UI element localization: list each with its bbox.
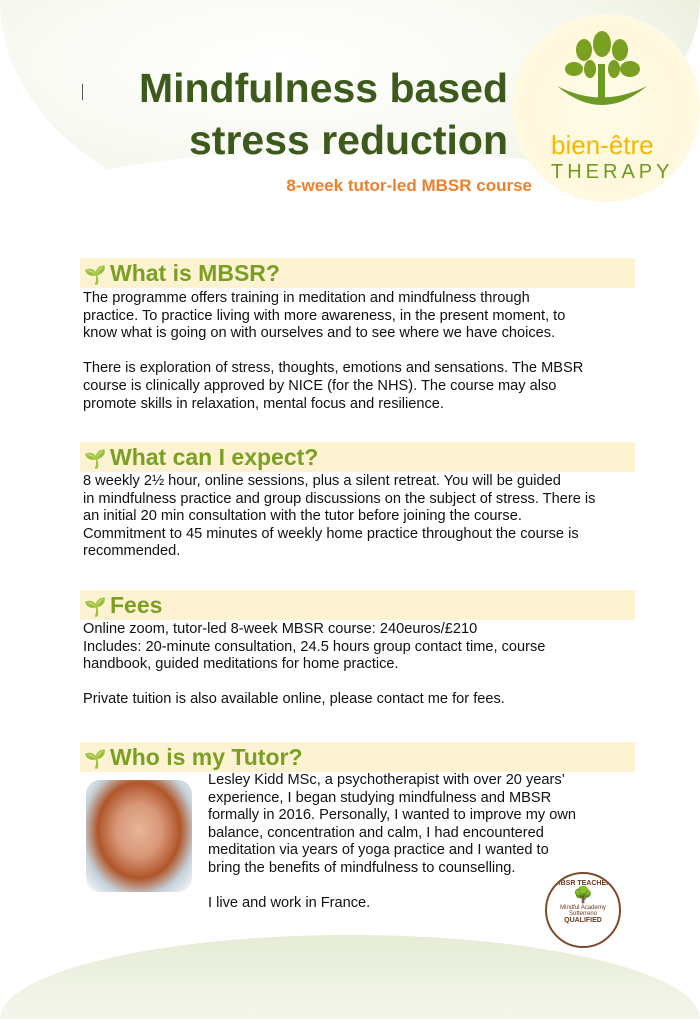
section-body [83, 473, 595, 561]
body-line: meditation via years of yoga practice and I wanted to [208, 842, 549, 859]
body-line: promote skills in relaxation, mental focus and resilience. [83, 395, 444, 412]
tree-sprout-icon: 🌱 [84, 749, 107, 769]
section-heading-text: What can I expect? [110, 444, 319, 470]
section-heading [80, 590, 635, 620]
section-heading-text: Who is my Tutor? [110, 744, 303, 770]
body-line: an initial 20 min consultation with the tutor before joining the course. [83, 508, 522, 525]
badge-middle-text: Mindful Academy Sotterreno [560, 905, 606, 917]
title-line-2: stress reduction [189, 117, 508, 163]
page-subtitle: 8-week tutor-led MBSR course [286, 176, 532, 195]
body-line: formally in 2016. Personally, I wanted to improve my own [208, 807, 576, 824]
section-heading [80, 442, 635, 472]
brand-name: bien-être [551, 130, 654, 160]
section-body [83, 290, 583, 413]
section-heading-text: Fees [110, 592, 163, 618]
body-line: experience, I began studying mindfulness and MBSR [208, 789, 552, 806]
tree-sprout-icon: 🌱 [84, 265, 107, 285]
body-line: Private tuition is also available online, please contact me for fees. [83, 691, 505, 708]
footer-swoosh [0, 935, 700, 1019]
section-body [208, 772, 576, 913]
body-line: handbook, guided meditations for home practice. [83, 656, 399, 673]
body-line: Online zoom, tutor-led 8-week MBSR course: 240euros/£210 [83, 621, 478, 637]
mbsr-teacher-badge [545, 872, 621, 948]
section-body [83, 621, 545, 709]
badge-tree-icon: 🌳 [573, 887, 593, 904]
body-line: I live and work in France. [208, 895, 371, 912]
body-line: balance, concentration and calm, I had encountered [208, 824, 544, 841]
tutor-photo [86, 780, 192, 892]
body-line: The programme offers training in meditation and mindfulness through [83, 290, 530, 306]
body-line: in mindfulness practice and group discussions on the subject of stress. There is [83, 490, 596, 507]
body-line: practice. To practice living with more awareness, in the present moment, to [83, 307, 566, 324]
brand-tagline: THERAPY [551, 161, 674, 183]
body-line: recommended. [83, 543, 181, 560]
section-heading-text: What is MBSR? [110, 260, 280, 286]
section-heading [80, 258, 635, 288]
tree-sprout-icon: 🌱 [84, 597, 107, 617]
body-line: Commitment to 45 minutes of weekly home practice throughout the course is [83, 525, 579, 542]
badge-bottom-text: QUALIFIED [564, 917, 602, 924]
body-line: course is clinically approved by NICE (for the NHS). The course may also [83, 377, 557, 394]
section-heading [80, 742, 635, 772]
body-line: Lesley Kidd MSc, a psychotherapist with over 20 years’ [208, 772, 565, 788]
body-line: know what is going on with ourselves and to see where we have choices. [83, 325, 556, 342]
page-title [139, 62, 508, 166]
text-cursor [82, 84, 83, 100]
body-line: 8 weekly 2½ hour, online sessions, plus a silent retreat. You will be guided [83, 473, 561, 489]
badge-top-text: MBSR TEACHER [554, 880, 612, 887]
body-line: There is exploration of stress, thoughts, emotions and sensations. The MBSR [83, 360, 584, 377]
tree-sprout-icon: 🌱 [84, 449, 107, 469]
body-line: bring the benefits of mindfulness to counselling. [208, 859, 516, 876]
tree-icon [512, 14, 700, 134]
body-line: Includes: 20-minute consultation, 24.5 hours group contact time, course [83, 638, 546, 655]
title-line-1: Mindfulness based [138, 65, 508, 111]
